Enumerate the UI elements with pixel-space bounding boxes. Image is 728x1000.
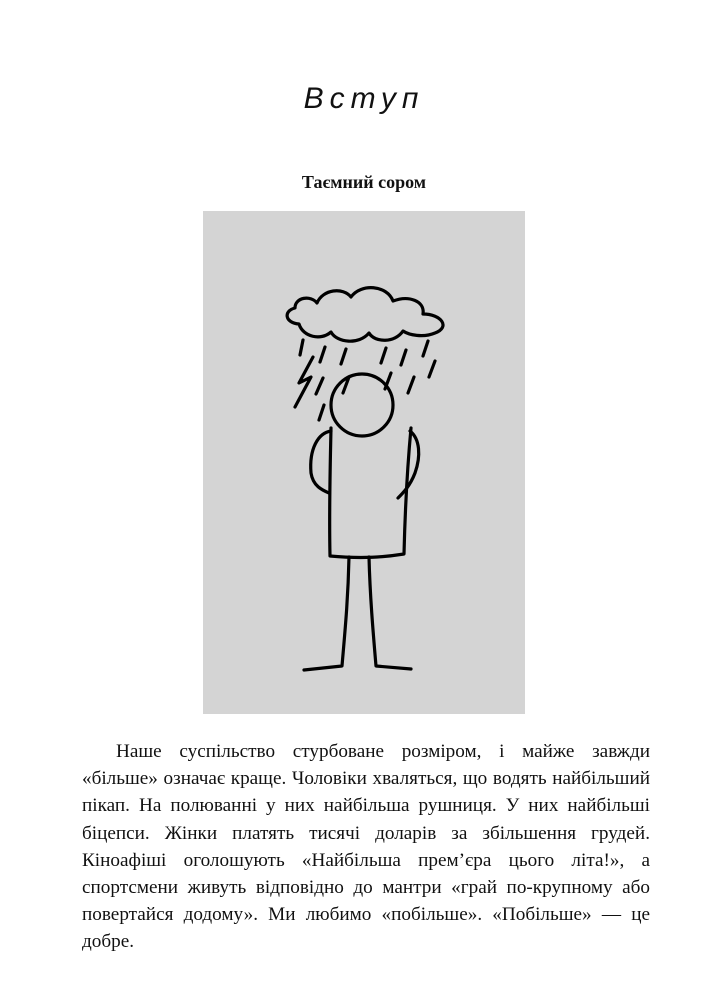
rain-drops (300, 340, 435, 420)
figure-head (331, 374, 393, 436)
stick-figure-drawing (203, 211, 525, 714)
section-title: Таємний сором (301, 172, 427, 192)
illustration (203, 211, 525, 714)
figure-body (330, 428, 411, 557)
lightning-bolt (295, 357, 313, 407)
chapter-title: Вступ (303, 82, 425, 115)
figure-left-leg (304, 557, 349, 670)
rain-cloud (287, 288, 443, 342)
figure-left-arm (311, 431, 331, 493)
body-paragraph: Наше суспільство стурбоване розміром, і майже завжди «більше» означає краще. Чоловіки хваляться, що водять найбільший пікап. На полюванні у них найбільша рушниця. У них найбільші біцепси. Жінки платять тисячі доларів за збільшення грудей. Кіноафіші оголошують «Найбільша прем’єра цього літа!», а спортсмени живуть відповідно до мантри «грай по-крупному або повертайся додому». Ми любимо «побільше». «Побільше» — це добре. (82, 741, 650, 953)
figure-right-leg (369, 557, 411, 669)
